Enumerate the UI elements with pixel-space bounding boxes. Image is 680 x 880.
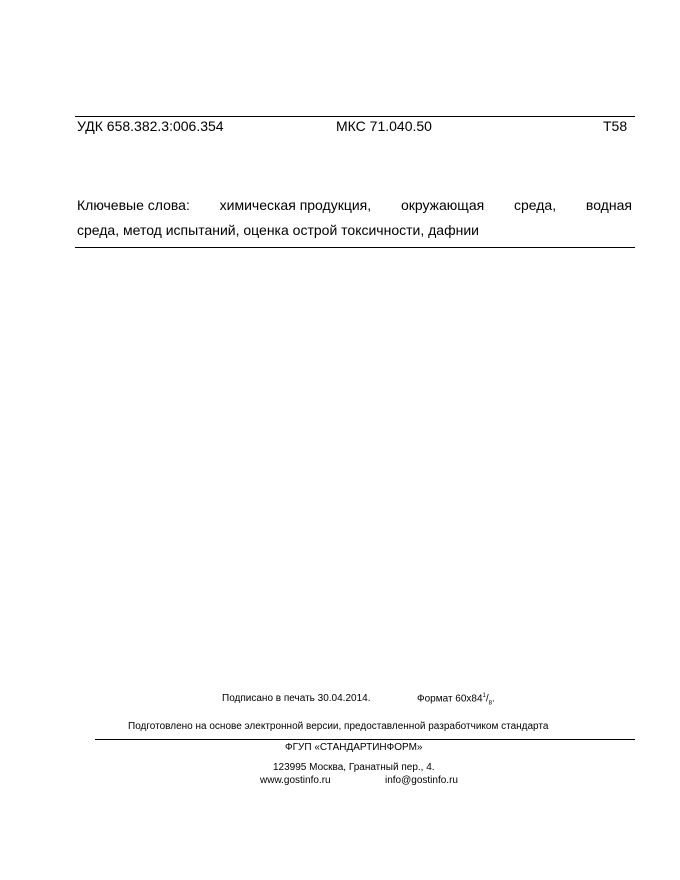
format-numerator: 1	[482, 693, 486, 699]
format-denominator: 8	[488, 700, 493, 707]
keywords-line-2: среда, метод испытаний, оценка острой токсичности, дафнии	[77, 222, 479, 238]
keyword-word: окружающая	[400, 197, 485, 213]
format-suffix: .	[492, 693, 495, 705]
keyword-word: водная	[585, 197, 632, 213]
imprint-rule	[95, 739, 635, 740]
keywords-block	[77, 193, 632, 243]
email-link[interactable]: info@gostinfo.ru	[385, 775, 458, 786]
classification-code: Т58	[603, 118, 628, 134]
header-top-rule	[75, 116, 635, 117]
keywords-line-1	[77, 193, 632, 218]
keyword-word: химическая продукция,	[219, 197, 372, 213]
prepared-note: Подготовлено на основе электронной версии, предоставленной разработчиком стандарта	[128, 721, 549, 732]
publisher-address: 123995 Москва, Гранатный пер., 4.	[273, 762, 435, 773]
keyword-word: среда,	[514, 197, 557, 213]
udc-code: УДК 658.382.3:006.354	[77, 118, 224, 134]
keywords-label: Ключевые слова:	[77, 197, 190, 213]
publisher-name: ФГУП «СТАНДАРТИНФОРМ»	[285, 742, 423, 753]
mks-code: МКС 71.040.50	[336, 118, 432, 134]
signed-date: Подписано в печать 30.04.2014.	[222, 693, 371, 704]
format-prefix: Формат 60x84	[417, 693, 483, 705]
keywords-bottom-rule	[75, 247, 635, 248]
paper-format: Формат $60x84^1/_8$.	[417, 693, 495, 707]
website-link[interactable]: www.gostinfo.ru	[260, 775, 331, 786]
